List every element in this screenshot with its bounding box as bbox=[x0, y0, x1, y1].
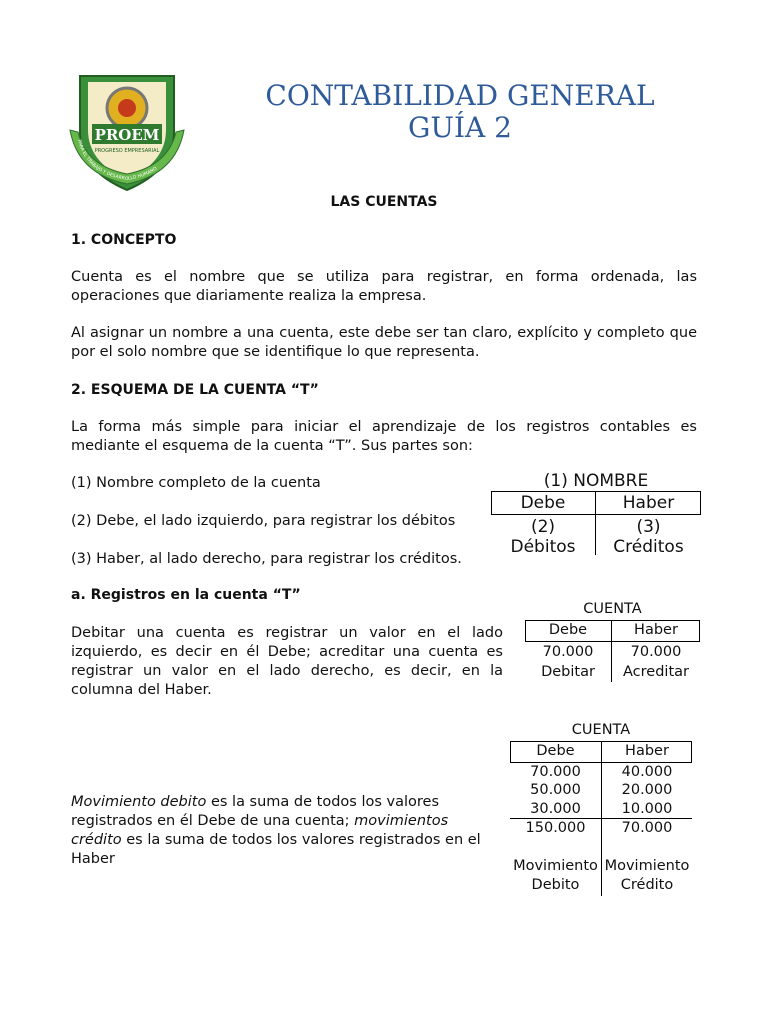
list-item-1-text: Nombre completo de la cuenta bbox=[96, 475, 321, 491]
list-item-3-num: (3) bbox=[71, 551, 92, 567]
t3-credit-2: 20.000 bbox=[621, 782, 673, 798]
list-item-2-text: Debe, el lado izquierdo, para registrar los débitos bbox=[96, 513, 456, 529]
t1-right-label: Créditos bbox=[613, 537, 684, 557]
t3-debe: Debe bbox=[536, 743, 575, 759]
t1-debe: Debe bbox=[520, 493, 566, 513]
sa-paragraph-1: Debitar una cuenta es registrar un valor en el lado izquierdo, es decir en él Debe; acreditar una cuenta es registrar un valor en el lado derecho, es decir, en la columna del Haber. bbox=[71, 625, 503, 698]
t1-left-label: Débitos bbox=[510, 537, 576, 557]
t2-right-label: Acreditar bbox=[623, 664, 689, 680]
t3-right-label-1: Movimiento bbox=[604, 858, 690, 874]
mov-italic-1: Movimiento debito bbox=[71, 794, 207, 810]
t3-credit-3: 10.000 bbox=[621, 801, 673, 817]
t3-total-debe: 150.000 bbox=[525, 820, 586, 836]
t1-right-num: (3) bbox=[636, 517, 661, 537]
t2-left-value: 70.000 bbox=[542, 644, 594, 660]
t3-total-line bbox=[510, 818, 692, 819]
section-a-title: a. Registros en la cuenta “T” bbox=[71, 587, 301, 603]
t3-haber: Haber bbox=[625, 743, 669, 759]
t2-haber: Haber bbox=[634, 622, 678, 638]
t3-left-label-1: Movimiento bbox=[513, 858, 598, 874]
proem-logo bbox=[68, 70, 186, 194]
s2-paragraph-1: La forma más simple para iniciar el aprendizaje de los registros contables es mediante el esquema de la cuenta “T”. Sus partes son: bbox=[71, 419, 697, 454]
movimiento-paragraph bbox=[71, 793, 491, 869]
s1-paragraph-2: Al asignar un nombre a una cuenta, este debe ser tan claro, explícito y completo que por el solo nombre que se identifique lo que representa. bbox=[71, 325, 697, 360]
t-account-movements bbox=[510, 720, 692, 896]
t3-total-haber: 70.000 bbox=[621, 820, 673, 836]
t3-left-label-2: Debito bbox=[531, 877, 580, 893]
logo-ribbon: PARA EL TRABAJO Y DESARROLLO HUMANO bbox=[76, 139, 159, 183]
t3-right-label-2: Crédito bbox=[620, 877, 674, 893]
t2-name: CUENTA bbox=[583, 601, 642, 617]
list-item-2 bbox=[71, 512, 455, 531]
title-line-1: CONTABILIDAD GENERAL bbox=[265, 79, 655, 112]
list-item-1-num: (1) bbox=[71, 475, 92, 491]
t2-debe: Debe bbox=[548, 622, 588, 638]
list-item-1 bbox=[71, 474, 321, 493]
t-account-example bbox=[525, 600, 700, 684]
t1-haber: Haber bbox=[622, 493, 675, 513]
t1-name: (1) NOMBRE bbox=[543, 471, 649, 491]
list-item-3 bbox=[71, 550, 462, 569]
t2-left-label: Debitar bbox=[541, 664, 595, 680]
s1-paragraph-1: Cuenta es el nombre que se utiliza para registrar, en forma ordenada, las operaciones que diariamente realiza la empresa. bbox=[71, 269, 697, 304]
mov-text-2: es la suma de todos los valores registrados en el Haber bbox=[71, 832, 481, 867]
section-2-title: 2. ESQUEMA DE LA CUENTA “T” bbox=[71, 382, 319, 398]
page-heading: LAS CUENTAS bbox=[330, 194, 438, 210]
t3-debit-2: 50.000 bbox=[530, 782, 581, 798]
t1-left-num: (2) bbox=[530, 517, 556, 537]
t3-name: CUENTA bbox=[571, 722, 631, 738]
t2-right-value: 70.000 bbox=[630, 644, 682, 660]
t3-debit-3: 30.000 bbox=[530, 801, 581, 817]
mov-text-1: es la suma de todos los valores registrados en él Debe de una cuenta; bbox=[71, 794, 440, 829]
title-line-2: GUÍA 2 bbox=[408, 111, 512, 144]
t3-credit-1: 40.000 bbox=[621, 764, 673, 780]
section-1-title: 1. CONCEPTO bbox=[71, 232, 177, 248]
t3-debit-1: 70.000 bbox=[530, 764, 581, 780]
list-item-2-num: (2) bbox=[71, 513, 92, 529]
t-account-schema bbox=[491, 470, 701, 560]
list-item-3-text: Haber, al lado derecho, para registrar los créditos. bbox=[96, 551, 462, 567]
logo-sub: PROGRESO EMPRESARIAL bbox=[94, 148, 160, 154]
mov-italic-2: movimientos crédito bbox=[71, 813, 449, 848]
logo-name: PROEM bbox=[94, 126, 160, 144]
